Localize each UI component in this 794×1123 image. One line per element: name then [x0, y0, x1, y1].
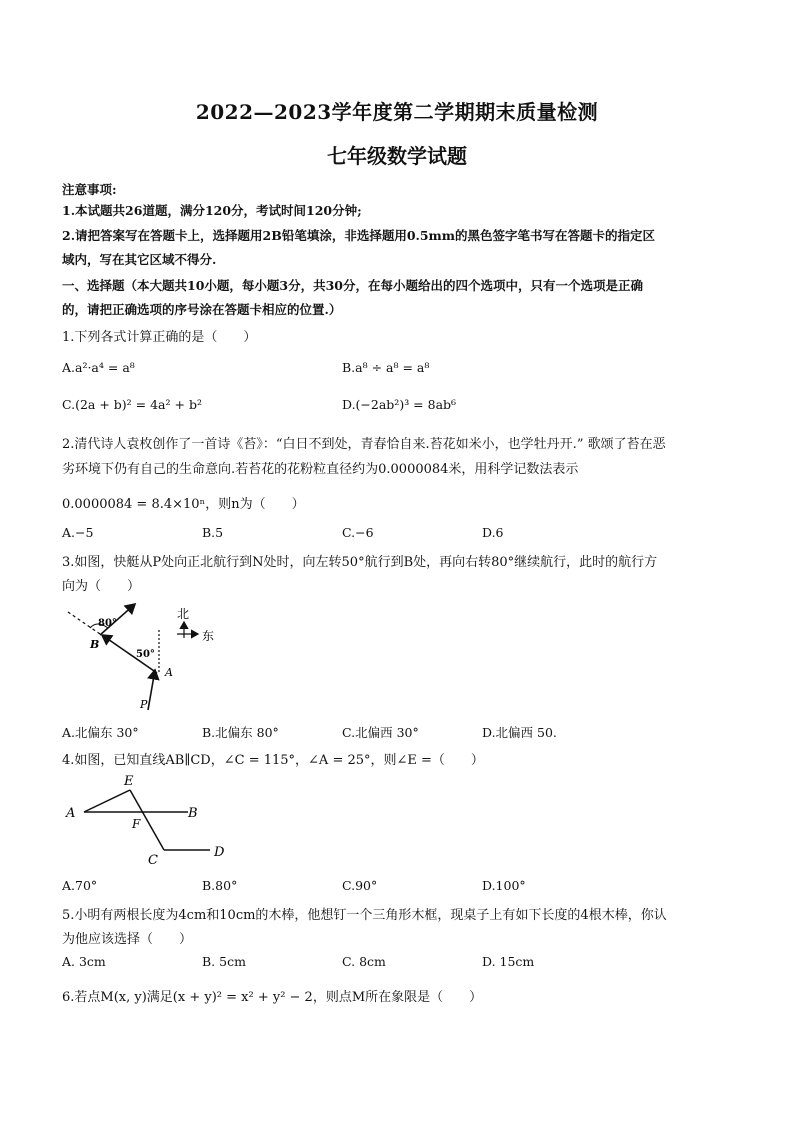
q3-figure	[60, 600, 250, 715]
q5-line-2: 为他应该选择（ ）	[62, 932, 193, 947]
q2-line-1: 2.清代诗人袁枚创作了一首诗《苔》：“白日不到处，青春恰自来.苔花如米小，也学牡丹开.” 歌颂了苔在恶	[62, 437, 666, 452]
q5-option-b: B. 5cm	[202, 954, 246, 969]
label-80: 80°	[98, 618, 117, 629]
q3-option-d: D.北偏西 50.	[482, 725, 557, 740]
q1-option-c: C.(2a + b)² = 4a² + b²	[62, 397, 202, 412]
q3-option-c: C.北偏西 30°	[342, 725, 419, 740]
notice-heading: 注意事项:	[62, 182, 117, 197]
q4-stem: 4.如图，已知直线AB∥CD，∠C = 115°，∠A = 25°，则∠E =（ ）	[62, 753, 484, 768]
q3-option-a: A.北偏东 30°	[62, 725, 139, 740]
label-c: C	[148, 853, 158, 867]
q4-option-d: D.100°	[482, 878, 526, 893]
q2-line-3: 0.0000084 = 8.4×10ⁿ，则n为（ ）	[62, 497, 305, 512]
q1-stem: 1.下列各式计算正确的是（ ）	[62, 330, 257, 345]
compass-east-label: 东	[202, 629, 215, 643]
label-e: E	[124, 774, 134, 789]
compass-north-label: 北	[177, 607, 190, 621]
q5-option-c: C. 8cm	[342, 954, 386, 969]
q1-option-a: A.a²·a⁴ = a⁸	[62, 360, 135, 375]
notice-item-1: 1.本试题共26道题，满分120分，考试时间120分钟;	[62, 203, 362, 218]
label-50: 50°	[136, 649, 155, 660]
label-a: A	[66, 806, 76, 821]
q5-line-1: 5.小明有两根长度为4cm和10cm的木棒，他想钉一个三角形木框，现桌子上有如下长度的4根木棒，你认	[62, 908, 667, 923]
section-heading: 一、选择题（本大题共10小题，每小题3分，共30分，在每小题给出的四个选项中，只有一个选项是正确	[62, 278, 643, 293]
notice-item-2: 2.请把答案写在答题卡上，选择题用2B铅笔填涂，非选择题用0.5mm的黑色签字笔书写在答题卡的指定区	[62, 228, 656, 243]
q2-line-2: 劣环境下仍有自己的生命意向.若苔花的花粉粒直径约为0.0000084米，用科学记数法表示	[62, 462, 579, 477]
extension-dashed-line	[68, 612, 100, 634]
section-heading-cont: 的，请把正确选项的序号涂在答题卡相应的位置.）	[62, 302, 342, 317]
label-p: P	[140, 698, 148, 711]
q3-option-b: B.北偏东 80°	[202, 725, 279, 740]
q5-option-d: D. 15cm	[482, 954, 535, 969]
label-a: A	[165, 666, 173, 679]
q2-option-d: D.6	[482, 525, 504, 540]
q4-option-b: B.80°	[202, 878, 238, 893]
label-f: F	[132, 817, 141, 831]
label-b: B	[188, 806, 198, 821]
q4-figure	[60, 772, 240, 867]
q6-stem: 6.若点M(x, y)满足(x + y)² = x² + y² − 2，则点M所在象限是（ ）	[62, 990, 483, 1005]
q3-line-1: 3.如图，快艇从P处向正北航行到N处时，向左转50°航行到B处，再向右转80°继续航行，此时的航行方	[62, 555, 658, 570]
q4-option-a: A.70°	[62, 878, 98, 893]
label-d: D	[214, 845, 225, 860]
q2-option-a: A.−5	[62, 525, 94, 540]
notice-item-2-cont: 域内，写在其它区域不得分.	[62, 252, 217, 267]
q4-option-c: C.90°	[342, 878, 378, 893]
q3-line-2: 向为（ ）	[62, 579, 141, 594]
segment-ae	[84, 790, 130, 812]
q2-option-c: C.−6	[342, 525, 374, 540]
q1-option-d: D.(−2ab²)³ = 8ab⁶	[342, 397, 457, 412]
q5-option-a: A. 3cm	[62, 954, 106, 969]
exam-title: 2022—2023学年度第二学期期末质量检测	[195, 100, 599, 124]
path-p-a	[148, 670, 155, 710]
q2-option-b: B.5	[202, 525, 224, 540]
exam-subtitle: 七年级数学试题	[327, 144, 467, 168]
label-b: B	[90, 638, 100, 651]
q1-option-b: B.a⁸ ÷ a⁸ = a⁸	[342, 360, 430, 375]
